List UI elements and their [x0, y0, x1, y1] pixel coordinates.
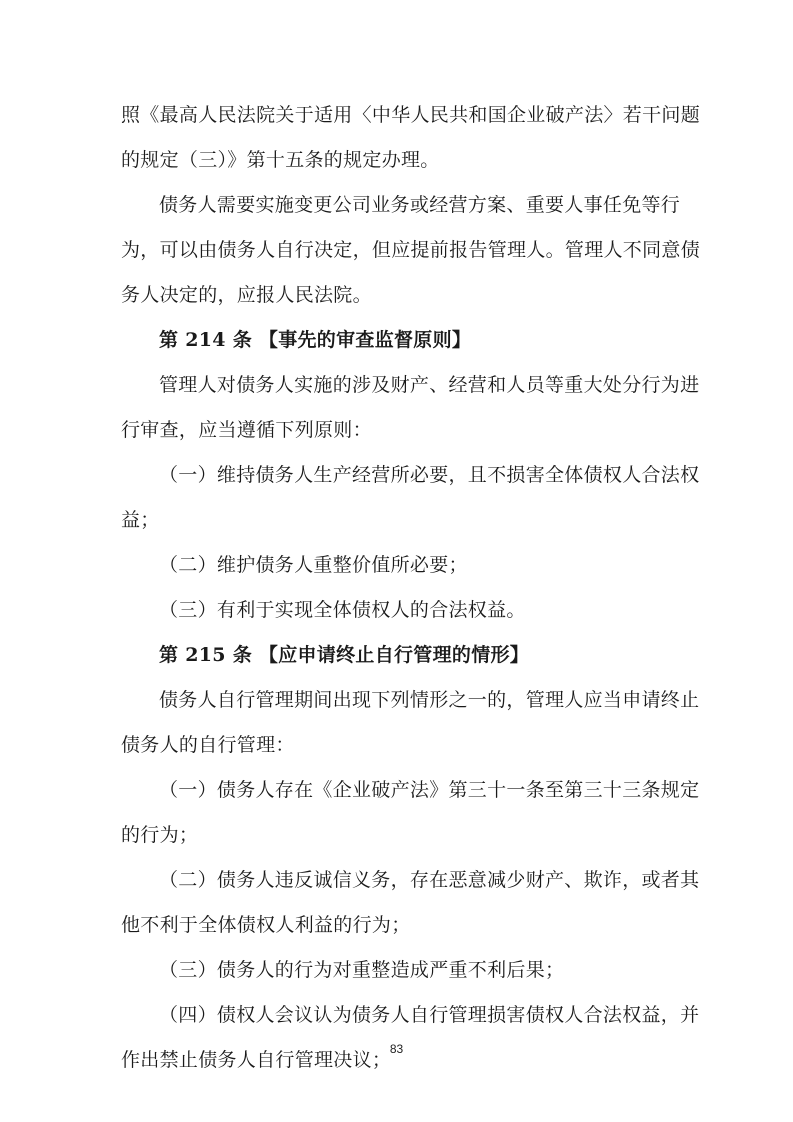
list-item-line: 的行为；: [121, 824, 199, 846]
body-text-line: 的规定（三）》第十五条的规定办理。: [121, 149, 440, 171]
list-item-line: 作出禁止债务人自行管理决议；: [121, 1049, 392, 1071]
page-number: 83: [389, 1042, 404, 1056]
list-item-line: （三）债务人的行为对重整造成严重不利后果；: [159, 959, 565, 981]
list-item-line: （一）债务人存在《企业破产法》第三十一条至第三十三条规定: [159, 779, 700, 801]
list-item-line: 他不利于全体债权人利益的行为；: [121, 914, 411, 936]
article-heading: 第 214 条 【事先的审查监督原则】: [159, 329, 472, 351]
body-text-line: 管理人对债务人实施的涉及财产、经营和人员等重大处分行为进: [159, 374, 700, 396]
body-text-line: 债务人的自行管理：: [121, 734, 295, 756]
list-item-line: 益；: [121, 509, 160, 531]
body-text-line: 债务人自行管理期间出现下列情形之一的，管理人应当申请终止: [159, 689, 700, 711]
body-text-line: 行审查，应当遵循下列原则：: [121, 419, 372, 441]
article-heading: 第 215 条 【应申请终止自行管理的情形】: [159, 644, 530, 666]
list-item-line: （二）维护债务人重整价值所必要；: [159, 554, 468, 576]
body-text-line: 照《最高人民法院关于适用〈中华人民共和国企业破产法〉若干问题: [121, 104, 701, 126]
body-text-line: 务人决定的，应报人民法院。: [121, 284, 372, 306]
list-item-line: （四）债权人会议认为债务人自行管理损害债权人合法权益，并: [159, 1004, 700, 1026]
body-text-line: 为，可以由债务人自行决定，但应提前报告管理人。管理人不同意债: [121, 239, 701, 261]
body-text-line: 债务人需要实施变更公司业务或经营方案、重要人事任免等行: [159, 194, 681, 216]
list-item-line: （二）债务人违反诚信义务，存在恶意减少财产、欺诈，或者其: [159, 869, 700, 891]
list-item-line: （三）有利于实现全体债权人的合法权益。: [159, 599, 526, 621]
list-item-line: （一）维持债务人生产经营所必要，且不损害全体债权人合法权: [159, 464, 700, 486]
